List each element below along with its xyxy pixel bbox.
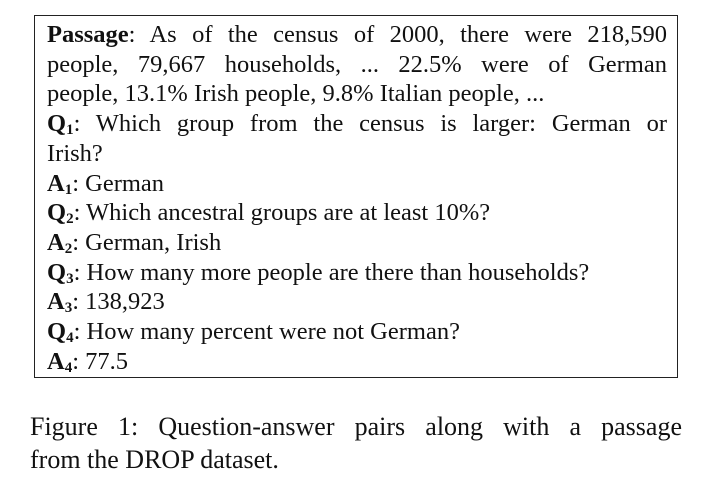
answer-2 [47,228,667,258]
answer-2-text: : German, Irish [72,228,222,256]
answer-3-label: $A_3$ [47,288,73,317]
answer-2-label: $A_2$ [47,228,73,257]
question-3-text: : How many more people are there than households? [73,258,590,286]
question-2-label: $Q_2$ [47,199,74,228]
answer-1-text: : German [72,169,165,197]
question-1-text: : Which group from the census is larger: German or [73,110,667,138]
question-2-text: : Which ancestral groups are at least 10%? [73,199,491,227]
question-4 [47,317,667,347]
answer-1-label: $A_1$ [47,169,73,198]
question-1-line-2: Irish? [47,139,103,167]
figure-box [34,15,678,378]
passage-line-1 [47,20,667,50]
question-1-label: $Q_1$ [47,110,74,139]
question-4-label: $Q_4$ [47,318,74,347]
question-1-line-1 [47,109,667,139]
answer-1 [47,169,667,199]
passage-line-2: people, 79,667 households, ... 22.5% were of German [47,50,667,78]
question-4-text: : How many percent were not German? [73,318,460,346]
caption-line-2: from the DROP dataset. [30,445,279,474]
answer-4-text: : 77.5 [72,347,129,375]
question-2 [47,198,667,228]
passage-text-1: : As of the census of 2000, there were 218,590 [128,21,667,48]
question-3-label: $Q_3$ [47,258,74,287]
passage-line-3: people, 13.1% Irish people, 9.8% Italian people, ... [47,80,545,108]
answer-3 [47,287,667,317]
answer-3-text: : 138,923 [72,288,165,316]
caption-line-1: Figure 1: Question-answer pairs along with a passage [30,412,682,441]
question-3 [47,258,667,288]
figure-caption [30,410,682,476]
answer-4 [47,347,667,377]
passage-label: Passage [47,21,129,48]
answer-4-label: $A_4$ [47,347,73,376]
